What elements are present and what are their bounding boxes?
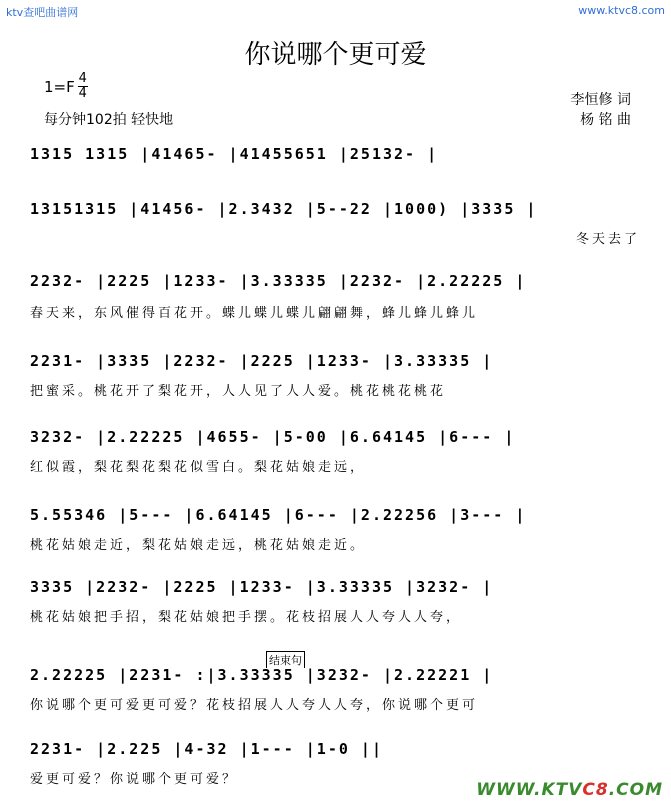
lyrics: 冬天去了 [575,232,640,247]
notation: 3232- |2.22225 |4655- |5-00 |6.64145 |6--- | [30,428,516,446]
notation: 2231- |2.225 |4-32 |1--- |1-0 || [30,740,383,758]
watermark-bottom-right [476,780,663,800]
notation: 2232- |2225 |1233- |3.33335 |2232- |2.22225 | [30,272,527,290]
composer-credit: 杨 铭 曲 [580,112,631,128]
notation: 2231- |3335 |2232- |2225 |1233- |3.33335 | [30,352,494,370]
tempo-marking: 每分钟102拍 轻快地 [44,112,174,128]
lyrics: 春天来，东风催得百花开。蝶儿蝶儿蝶儿翩翩舞，蜂儿蜂儿蜂儿 [30,306,479,321]
watermark-bottom-b: C8 [582,780,609,800]
time-beats: 4 [78,71,87,86]
notation: 3335 |2232- |2225 |1233- |3.33335 |3232- | [30,578,494,596]
time-unit: 4 [78,86,87,101]
watermark-top-left: ktv查吧曲谱网 [6,6,79,19]
watermark-bottom-c: .COM [608,780,663,800]
lyrics: 红似霞，梨花梨花梨花似雪白。梨花姑娘走远， [30,460,367,475]
notation: 2.22225 |2231- :|3.33335 |3232- |2.22221 | [30,666,494,684]
end-phrase-marker: 结束句 [266,651,305,668]
watermark-bottom-a: WWW.KTV [476,780,583,800]
watermark-top-right: www.ktvc8.com [578,4,665,17]
notation: 1315 1315 |41465- |41455651 |25132- | [30,145,439,163]
song-title: 你说哪个更可爱 [244,40,427,70]
time-signature [78,72,88,101]
notation: 13151315 |41456- |2.3432 |5--22 |1000) |3335 | [30,200,538,218]
notation: 5.55346 |5--- |6.64145 |6--- |2.22256 |3--- | [30,506,527,524]
lyricist-credit: 李恒修 词 [570,92,631,108]
lyrics: 你说哪个更可爱更可爱？花枝招展人人夸人人夸，你说哪个更可 [30,698,479,713]
lyrics: 爱更可爱？你说哪个更可爱？ [30,772,239,787]
key-label: 1=F [44,77,75,96]
key-signature [44,72,88,101]
lyrics: 桃花姑娘把手招，梨花姑娘把手摆。花枝招展人人夸人人夸， [30,610,463,625]
lyrics: 桃花姑娘走近，梨花姑娘走远，桃花姑娘走近。 [30,538,367,553]
lyrics: 把蜜采。桃花开了梨花开，人人见了人人爱。桃花桃花桃花 [30,384,447,399]
